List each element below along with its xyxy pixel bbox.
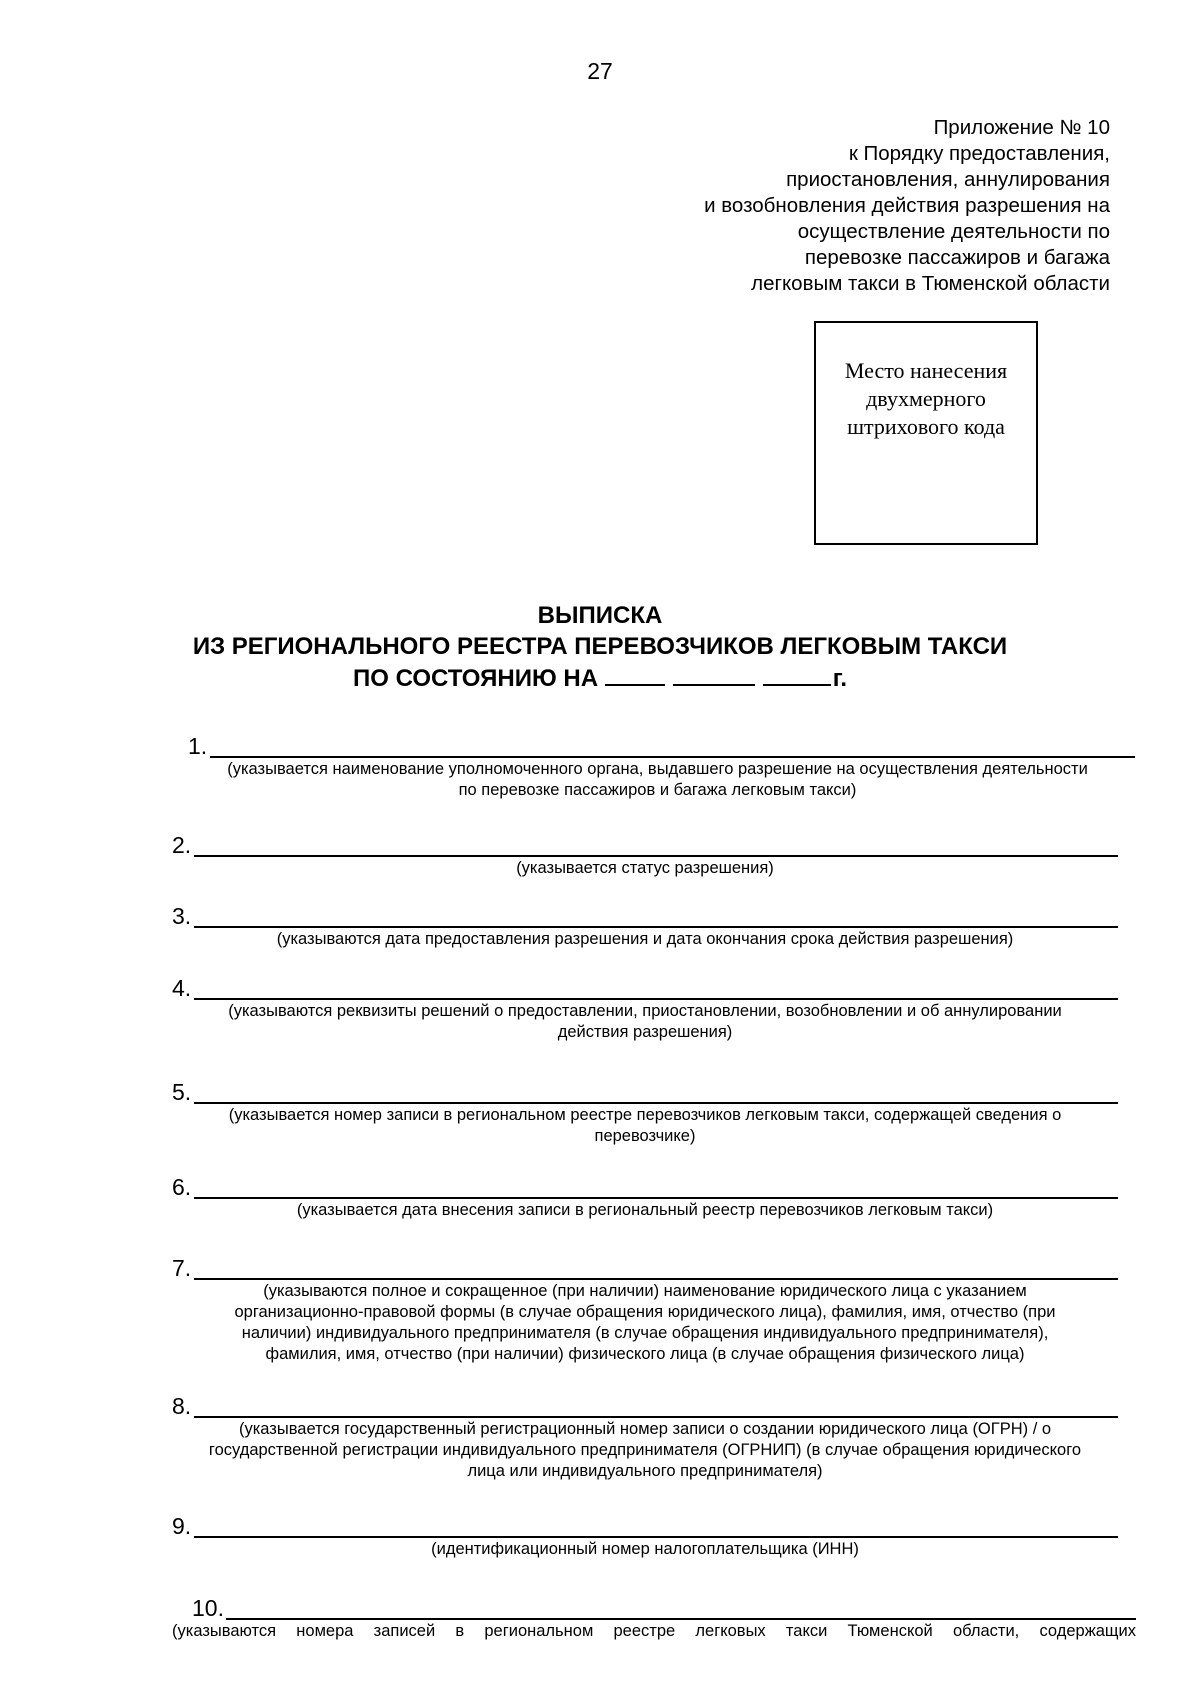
caption-word: области, [952, 1622, 1020, 1640]
caption-line: (указывается дата внесения записи в региональный реестр перевозчиков легковым такси) [296, 1201, 994, 1219]
caption-line: (указывается номер записи в региональном реестре перевозчиков легковым такси, содержащей сведения о [228, 1106, 1062, 1124]
field-3-caption [172, 929, 1118, 950]
field-9-caption [172, 1539, 1118, 1560]
form-field-10 [172, 1590, 1136, 1642]
title-line-3 [0, 662, 1200, 694]
caption-line: действия разрешения) [557, 1023, 733, 1041]
field-9-blank-line[interactable] [194, 1536, 1118, 1538]
form-field-6 [172, 1169, 1118, 1221]
form-field-8 [172, 1388, 1118, 1482]
appendix-line: к Порядку предоставления, [848, 142, 1110, 165]
caption-line: организационно-правовой формы (в случае обращения юридического лица), фамилия, имя, отчество (при [234, 1303, 1056, 1321]
field-2-caption [172, 858, 1118, 879]
field-1-blank-line[interactable] [210, 756, 1135, 758]
barcode-box-line: Место нанесения [844, 358, 1008, 383]
caption-line: перевозчике) [594, 1127, 696, 1145]
date-month-blank[interactable] [673, 662, 755, 686]
form-field-9 [172, 1508, 1118, 1560]
field-number: 6. [172, 1174, 192, 1200]
form-field-7 [172, 1250, 1118, 1365]
appendix-line: и возобновления действия разрешения на [704, 194, 1110, 217]
form-field-4 [172, 970, 1118, 1043]
page-number: 27 [587, 58, 613, 84]
field-number: 4. [172, 975, 192, 1001]
caption-line: наличии) индивидуального предпринимателя (в случае обращения индивидуального предпринимателя), [241, 1324, 1049, 1342]
field-number: 9. [172, 1513, 192, 1539]
form-field-5 [172, 1074, 1118, 1147]
caption-line: фамилия, имя, отчество (при наличии) физического лица (в случае обращения физического лица) [265, 1345, 1025, 1363]
caption-line: (указывается наименование уполномоченного органа, выдавшего разрешение на осуществления деятельности [227, 760, 1088, 778]
appendix-line: легковым такси в Тюменской области [751, 272, 1110, 295]
title-line-1: ВЫПИСКА [537, 602, 663, 629]
caption-line: (идентификационный номер налогоплательщика (ИНН) [431, 1540, 859, 1558]
field-number: 2. [172, 832, 192, 858]
caption-word: региональном [484, 1622, 594, 1640]
date-year-blank[interactable] [763, 662, 831, 686]
field-10-blank-line[interactable] [226, 1618, 1136, 1620]
field-number: 1. [188, 733, 208, 759]
field-3-blank-line[interactable] [194, 926, 1118, 928]
document-title [0, 600, 1200, 694]
caption-word: в [455, 1622, 465, 1640]
field-5-caption [172, 1105, 1118, 1147]
form-field-1 [180, 728, 1135, 801]
caption-word: (указываются [172, 1622, 277, 1640]
barcode-placeholder-box [814, 321, 1038, 545]
caption-line: (указываются полное и сокращенное (при наличии) наименование юридического лица с указанием [263, 1282, 1027, 1300]
field-5-blank-line[interactable] [194, 1102, 1118, 1104]
caption-line: (указываются реквизиты решений о предоставлении, приостановлении, возобновлении и об аннулировании [228, 1002, 1062, 1020]
caption-word: записей [373, 1622, 436, 1640]
field-number: 7. [172, 1255, 192, 1281]
caption-word: содержащих [1039, 1622, 1136, 1640]
caption-line: (указывается государственный регистрационный номер записи о создании юридического лица (ОГРН) / о [238, 1420, 1052, 1438]
caption-word: Тюменской [847, 1622, 933, 1640]
field-6-blank-line[interactable] [194, 1197, 1118, 1199]
appendix-line: приостановления, аннулирования [786, 168, 1110, 191]
title-date-prefix: ПО СОСТОЯНИЮ НА [353, 665, 599, 692]
field-4-blank-line[interactable] [194, 998, 1118, 1000]
field-number: 3. [172, 903, 192, 929]
caption-line: (указывается статус разрешения) [516, 859, 774, 877]
field-number: 10. [192, 1595, 224, 1621]
field-8-blank-line[interactable] [194, 1416, 1118, 1418]
barcode-box-line: двухмерного [866, 386, 986, 411]
field-7-blank-line[interactable] [194, 1278, 1118, 1280]
field-8-caption [172, 1419, 1118, 1482]
field-7-caption [172, 1281, 1118, 1365]
field-1-caption [180, 759, 1135, 801]
field-number: 5. [172, 1079, 192, 1105]
title-line-2: ИЗ РЕГИОНАЛЬНОГО РЕЕСТРА ПЕРЕВОЗЧИКОВ ЛЕГКОВЫМ ТАКСИ [192, 633, 1008, 660]
caption-line: государственной регистрации индивидуального предпринимателя (ОГРНИП) (в случае обращения юридического [208, 1441, 1082, 1459]
title-date-suffix: г. [832, 665, 847, 692]
date-day-blank[interactable] [605, 662, 665, 686]
caption-word: реестре [613, 1622, 676, 1640]
form-field-3 [172, 898, 1118, 950]
caption-line: (указываются дата предоставления разрешения и дата окончания срока действия разрешения) [276, 930, 1014, 948]
field-4-caption [172, 1001, 1118, 1043]
form-field-2 [172, 827, 1118, 879]
appendix-header [470, 115, 1110, 297]
field-10-caption [172, 1621, 1136, 1642]
caption-word: легковых [695, 1622, 766, 1640]
caption-word: такси [785, 1622, 828, 1640]
caption-line: лица или индивидуального предпринимателя) [467, 1462, 823, 1480]
field-number: 8. [172, 1393, 192, 1419]
barcode-box-line: штрихового кода [847, 414, 1005, 439]
caption-line: по перевозке пассажиров и багажа легковым такси) [458, 781, 857, 799]
appendix-line: Приложение № 10 [933, 116, 1110, 139]
appendix-line: осуществление деятельности по [797, 220, 1110, 243]
field-2-blank-line[interactable] [194, 855, 1118, 857]
caption-word: номера [296, 1622, 354, 1640]
field-6-caption [172, 1200, 1118, 1221]
appendix-line: перевозке пассажиров и багажа [804, 246, 1110, 269]
